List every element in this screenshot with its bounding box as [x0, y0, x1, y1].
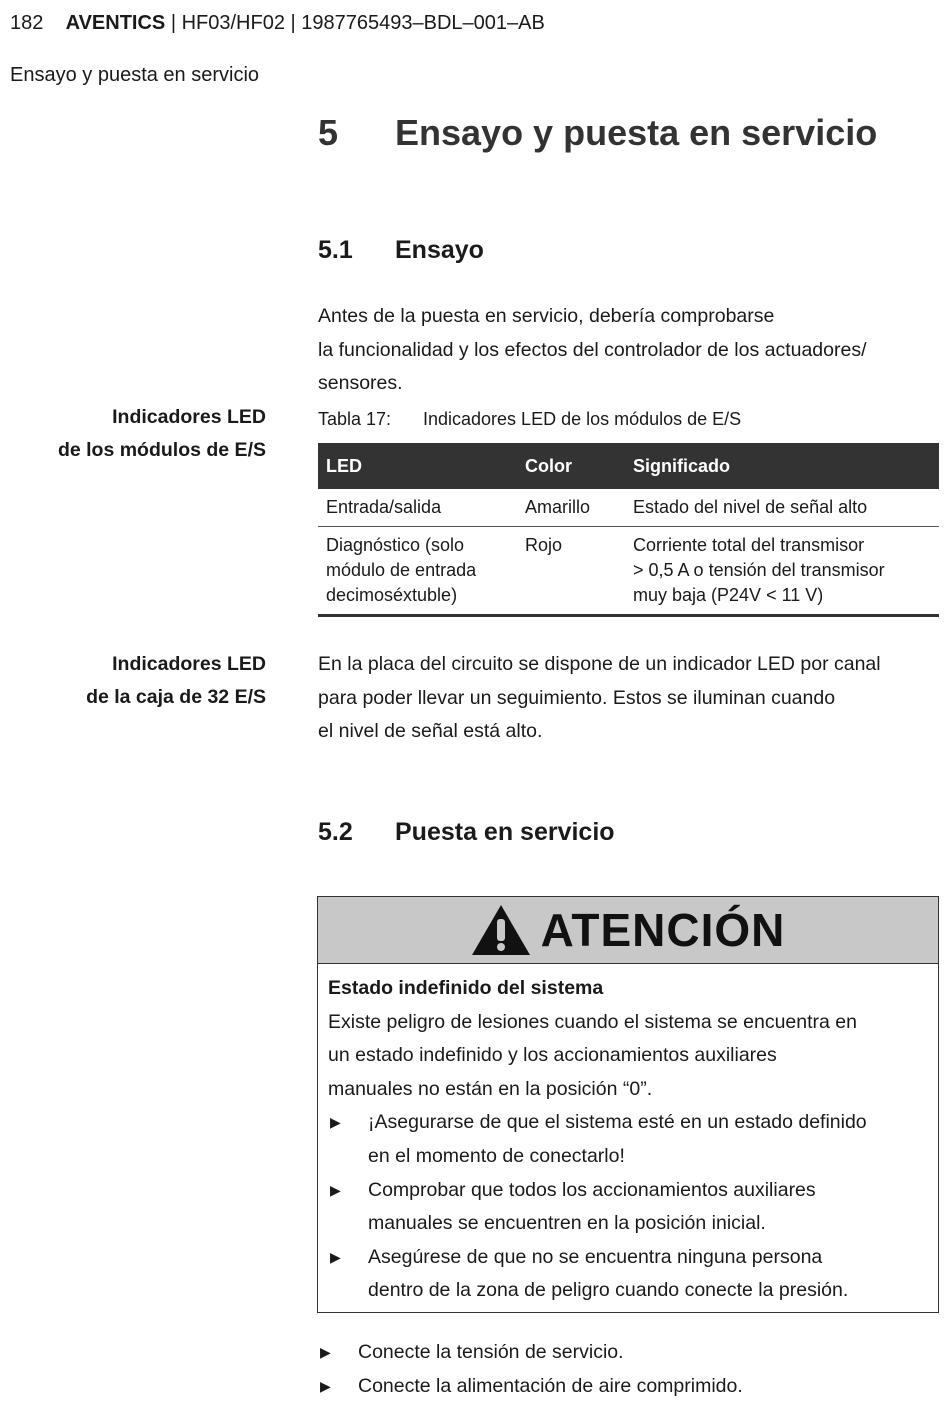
page-header	[10, 12, 545, 35]
line: el nivel de señal está alto.	[318, 720, 543, 742]
step-text: Conecte la tensión de servicio.	[358, 1341, 624, 1363]
brand: AVENTICS	[65, 12, 166, 34]
section-heading-5-2	[318, 818, 615, 847]
chapter-title: Ensayo y puesta en servicio	[395, 112, 878, 153]
section-number: 5.1	[318, 236, 353, 264]
caption-number: Tabla 17:	[318, 409, 392, 429]
column-header: Color	[517, 443, 625, 489]
warning-triangle-icon	[471, 904, 531, 956]
doc-number: 1987765493–BDL–001–AB	[301, 12, 545, 34]
bullet-arrow-icon: ▶	[330, 1248, 341, 1265]
step-item	[318, 1369, 743, 1403]
bullet-arrow-icon: ▶	[330, 1114, 341, 1131]
warning-title: Estado indefinido del sistema	[328, 977, 604, 999]
line: sensores.	[318, 372, 403, 394]
table-cell: Estado del nivel de señal alto	[625, 489, 939, 527]
line: Indicadores LED	[112, 653, 266, 675]
warning-label: ATENCIÓN	[540, 904, 786, 956]
led-table	[318, 443, 939, 617]
step-item	[318, 1335, 743, 1369]
line: En la placa del circuito se dispone de un indicador LED por canal	[318, 653, 881, 675]
section-title: Puesta en servicio	[395, 818, 615, 846]
line: Antes de la puesta en servicio, debería comprobarse	[318, 305, 775, 327]
column-header: LED	[318, 443, 517, 489]
table-header-row	[318, 443, 939, 489]
caption-text: Indicadores LED de los módulos de E/S	[423, 409, 742, 429]
table-caption	[318, 409, 742, 430]
line: Comprobar que todos los accionamientos auxiliares	[368, 1178, 816, 1201]
warning-bullet	[328, 1174, 928, 1241]
line: para poder llevar un seguimiento. Estos se iluminan cuando	[318, 686, 836, 709]
line: de los módulos de E/S	[57, 439, 266, 461]
intro-paragraph	[318, 300, 867, 401]
table-cell: Amarillo	[517, 489, 625, 527]
line: de la caja de 32 E/S	[86, 686, 266, 708]
warning-bullet	[328, 1241, 928, 1308]
line: ¡Asegurarse de que el sistema esté en un estado definido	[368, 1111, 867, 1134]
line: la funcionalidad y los efectos del controlador de los actuadores/	[318, 338, 867, 361]
line: Asegúrese de que no se encuentra ninguna persona	[368, 1245, 823, 1268]
chapter-heading	[318, 112, 878, 154]
line: manuales se encuentren en la posición inicial.	[368, 1212, 766, 1235]
bullet-arrow-icon: ▶	[320, 1378, 331, 1394]
step-text: Conecte la alimentación de aire comprimido.	[358, 1375, 743, 1397]
margin-label-box	[86, 648, 266, 714]
margin-label-modules	[58, 401, 266, 467]
table-cell: Entrada/salida	[318, 489, 517, 527]
line: Existe peligro de lesiones cuando el sistema se encuentra en	[328, 1010, 857, 1033]
separator: |	[170, 12, 177, 34]
table-cell: Rojo	[517, 527, 625, 616]
table-cell: Diagnóstico (solo módulo de entrada decimoséxtuble)	[318, 527, 517, 616]
model: HF03/HF02	[181, 12, 285, 34]
page-number: 182	[10, 12, 44, 34]
table-row	[318, 489, 939, 527]
section-heading-5-1	[318, 236, 484, 265]
warning-bullet	[328, 1106, 928, 1173]
table-row	[318, 527, 939, 616]
column-header: Significado	[625, 443, 939, 489]
led-paragraph	[318, 648, 881, 749]
line: dentro de la zona de peligro cuando conecte la presión.	[368, 1279, 849, 1302]
warning-header	[318, 897, 938, 964]
bullet-arrow-icon: ▶	[330, 1181, 341, 1198]
line: manuales no están en la posición “0”.	[328, 1077, 653, 1100]
table-cell: Corriente total del transmisor > 0,5 A o tensión del transmisor muy baja (P24V < 11 V)	[625, 527, 939, 616]
running-title: Ensayo y puesta en servicio	[10, 64, 260, 86]
steps-list	[318, 1335, 743, 1403]
separator: |	[290, 12, 296, 34]
section-title: Ensayo	[395, 236, 484, 264]
warning-box	[317, 896, 939, 1313]
bullet-arrow-icon: ▶	[320, 1344, 331, 1360]
chapter-number: 5	[318, 112, 339, 153]
section-number: 5.2	[318, 818, 353, 846]
line: Indicadores LED	[112, 406, 266, 428]
line: un estado indefinido y los accionamientos auxiliares	[328, 1044, 777, 1067]
line: en el momento de conectarlo!	[368, 1144, 625, 1167]
